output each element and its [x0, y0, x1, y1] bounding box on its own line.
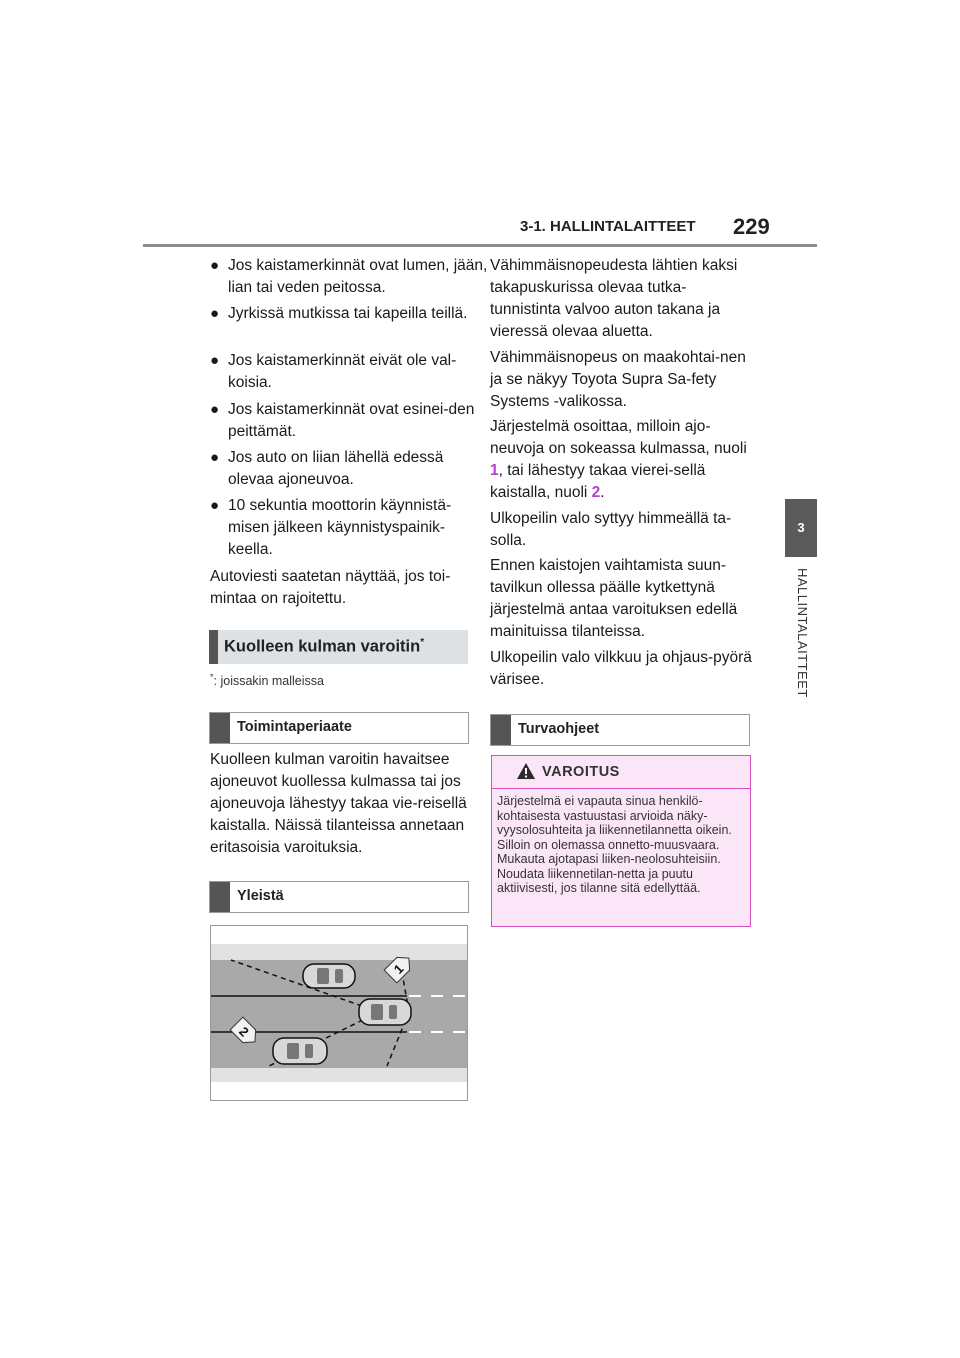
description-paragraph: Kuolleen kulman varoitin havaitsee ajoneuvot kuollessa kulmassa tai jos ajoneuvoja lähestyy takaa vie-reisellä kaistalla. Näissä tilanteissa annetaan eritasoisia varoituksia.: [210, 751, 467, 856]
arrow-ref-1: 1: [490, 462, 499, 479]
subheading-box: [209, 712, 469, 744]
arrow-2-label: 2: [236, 1023, 252, 1040]
paragraph-mirror-light: Ulkopeilin valo syttyy himmeällä ta-solla.: [490, 510, 732, 549]
bullet-item: [210, 350, 488, 394]
bullet-item: [210, 255, 488, 299]
heading-asterisk: *: [420, 637, 425, 648]
bullet-icon: ●: [210, 257, 220, 274]
subheading-text: Toimintaperiaate: [237, 719, 352, 735]
chapter-tab: 3: [785, 499, 817, 557]
car-icon: [359, 999, 411, 1025]
bullet-text: Jos kaistamerkinnät ovat lumen, jään, lian tai veden peitossa.: [228, 257, 488, 296]
page-number: 229: [733, 214, 770, 239]
subheading-box: [490, 714, 750, 746]
bullet-text: Jos kaistamerkinnät eivät ole val-koisia.: [228, 352, 457, 391]
bullet-icon: ●: [210, 352, 220, 369]
car-icon: [303, 964, 355, 988]
bullet-text: Jos auto on liian lähellä edessä olevaa ajoneuvoa.: [228, 449, 444, 488]
footnote: [210, 672, 324, 688]
chapter-tab-label: HALLINTALAITTEET: [795, 568, 810, 698]
bullet-icon: ●: [210, 449, 220, 466]
section-title: 3-1. HALLINTALAITTEET: [520, 218, 696, 235]
bullet-item: [210, 447, 488, 491]
warning-title: VAROITUS: [542, 764, 620, 780]
bullet-item: [210, 399, 488, 443]
heading-bar: [209, 630, 218, 664]
bullet-item: [210, 495, 488, 561]
subheading-box: [209, 881, 469, 913]
paragraph-radar: Vähimmäisnopeudesta lähtien kaksi takapuskurissa olevaa tutka-tunnistinta valvoo auton takana ja vieressä olevaa aluetta.: [490, 257, 738, 340]
arrow-ref-2: 2: [591, 484, 601, 501]
paragraph-min-speed: Vähimmäisnopeus on maakohtai-nen ja se näkyy Toyota Supra Sa-fety Systems -valikossa.: [490, 349, 746, 410]
bullet-icon: ●: [210, 305, 220, 322]
warning-header: [492, 756, 750, 789]
road-diagram: [211, 926, 467, 1100]
footnote-text: : joissakin malleissa: [213, 674, 324, 689]
limitation-note: Autoviesti saatetan näyttää, jos toi-mintaa on rajoitettu.: [210, 568, 451, 607]
car-icon: [273, 1038, 327, 1064]
bullet-text: Jyrkissä mutkissa tai kapeilla teillä.: [228, 305, 468, 322]
subheading-text: Yleistä: [237, 888, 284, 904]
heading-text: Kuolleen kulman varoitin: [224, 637, 421, 656]
paragraph-vibration: Ulkopeilin valo vilkkuu ja ohjaus-pyörä värisee.: [490, 649, 752, 688]
bullet-icon: ●: [210, 497, 220, 514]
warning-text: Järjestelmä ei vapauta sinua henkilö-kohtaisesta vastuustasi arvioida näky-vyysolosuhteita ja liikennetilannetta oikein. Silloin on olemassa onnetto-muusvaara. Mukauta ajotapasi liiken-neolosuhteisiin. Noudata liikennetilan-netta ja puutu aktiivisesti, jos tilanne sitä edellyttää.: [497, 794, 732, 895]
header-divider: [143, 244, 817, 247]
footnote-asterisk: *: [210, 672, 214, 682]
arrow-1-label: 1: [390, 961, 407, 977]
paragraph-lane-change: Ennen kaistojen vaihtamista suun-tavilkun ollessa päälle kytkettynä järjestelmä antaa varoituksen edellä mainituissa tilanteissa.: [490, 557, 738, 640]
bullet-icon: ●: [210, 401, 220, 418]
bullet-text: 10 sekuntia moottorin käynnistä-misen jälkeen käynnistyspainik-keella.: [228, 497, 452, 558]
paragraph-indication: Järjestelmä osoittaa, milloin ajo-neuvoja on sokeassa kulmassa, nuoli 1, tai lähestyy takaa vierei-sellä kaistalla, nuoli 2.: [490, 418, 747, 501]
section-heading: [209, 630, 468, 664]
warning-box: [491, 755, 751, 927]
subheading-text: Turvaohjeet: [518, 721, 600, 737]
bullet-text: Jos kaistamerkinnät ovat esinei-den peittämät.: [228, 401, 475, 440]
warning-icon: [516, 762, 536, 780]
bullet-item: [210, 303, 488, 325]
blind-spot-figure: [210, 925, 468, 1101]
